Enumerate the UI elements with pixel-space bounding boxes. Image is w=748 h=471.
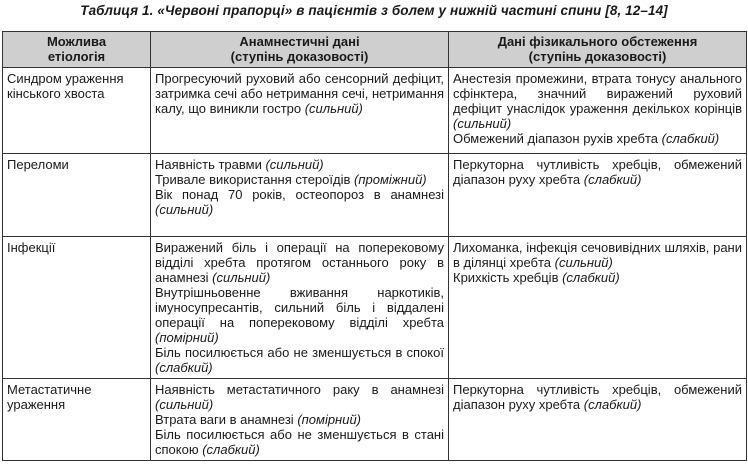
entry-text: Лихоманка, інфекція сечовивідних шляхів, рани в ділянці хребта — [453, 240, 742, 270]
entry-text: Біль посилюється або не зменшується в спокої — [155, 345, 444, 360]
etiology-cell: Інфекції — [3, 237, 151, 379]
exam-cell — [449, 68, 747, 154]
evidence-level: (сильний) — [155, 202, 214, 217]
exam-entry — [453, 240, 742, 270]
header-etiology — [3, 32, 151, 68]
evidence-level: (слабкий) — [661, 131, 720, 146]
anamnesis-cell — [151, 154, 449, 237]
entry-text: Обмежений діапазон рухів хребта — [453, 131, 662, 146]
table-header-row — [3, 32, 747, 68]
entry-text: Тривале використання стероїдів — [155, 172, 354, 187]
entry-text: Наявність травми — [155, 157, 266, 172]
header-exam-line1: Дані фізикального обстеження — [497, 34, 698, 49]
anamnesis-cell — [151, 237, 449, 379]
evidence-level: (сильний) — [453, 116, 512, 131]
anamnesis-cell — [151, 68, 449, 154]
anamnesis-cell — [151, 379, 449, 461]
anamnesis-entry — [155, 427, 444, 457]
evidence-level: (слабкий) — [583, 172, 642, 187]
anamnesis-entry — [155, 285, 444, 345]
table-row — [3, 154, 747, 237]
exam-entry — [453, 382, 742, 412]
etiology-cell: Переломи — [3, 154, 151, 237]
header-exam — [449, 32, 747, 68]
evidence-level: (сильний) — [554, 255, 613, 270]
anamnesis-entry — [155, 157, 444, 172]
exam-entry — [453, 270, 742, 285]
entry-text: Прогресуючий руховий або сенсорний дефіцит, затримка сечі або нетримання сечі, нетримання калу, що виникли гостро — [155, 71, 444, 116]
evidence-level: (сильний) — [265, 157, 324, 172]
exam-cell — [449, 237, 747, 379]
table-row — [3, 237, 747, 379]
entry-text: Перкуторна чутливість хребців, обмежений діапазон руху хребта — [453, 382, 742, 412]
anamnesis-entry — [155, 187, 444, 217]
entry-text: Вік понад 70 років, остеопороз в анамнезі — [155, 187, 444, 202]
table-row — [3, 379, 747, 461]
evidence-level: (сильний) — [304, 101, 363, 116]
entry-text: Біль посилюється або не зменшується в стані спокою — [155, 427, 444, 457]
exam-cell — [449, 154, 747, 237]
exam-entry — [453, 71, 742, 131]
header-anamnesis-line2: (ступінь доказовості) — [230, 49, 369, 64]
table-row — [3, 68, 747, 154]
evidence-level: (слабкий) — [155, 360, 213, 375]
etiology-cell: Метастатичне ураження — [3, 379, 151, 461]
entry-text: Внутрішньовенне вживання наркотиків, імуносупресантів, сильний біль і віддалені операції на поперековому відділі хребта — [155, 285, 444, 330]
anamnesis-entry — [155, 71, 444, 116]
anamnesis-entry — [155, 345, 444, 375]
evidence-level: (проміжний) — [354, 172, 427, 187]
evidence-level: (помірний) — [155, 330, 219, 345]
header-etiology-line1: Можлива — [46, 34, 107, 49]
header-anamnesis-line1: Анамнестичні дані — [239, 34, 360, 49]
entry-text: Наявність метастатичного раку в анамнезі — [155, 382, 444, 397]
exam-cell — [449, 379, 747, 461]
anamnesis-entry — [155, 412, 444, 427]
header-anamnesis — [151, 32, 449, 68]
entry-text: Виражений біль і операції на поперековому відділі хребта протягом останнього року в анамнезі — [155, 240, 444, 285]
entry-text: Анестезія промежини, втрата тонусу анального сфінктера, значний виражений руховий дефіцит унаслідок ураження декількох корінців — [453, 71, 742, 116]
header-exam-line2: (ступінь доказовості) — [528, 49, 667, 64]
evidence-level: (слабкий) — [202, 442, 260, 457]
evidence-level: (слабкий) — [562, 270, 620, 285]
exam-entry — [453, 157, 742, 187]
evidence-level: (сильний) — [212, 270, 271, 285]
etiology-cell: Синдром ураження кінського хвоста — [3, 68, 151, 154]
entry-text: Втрата ваги в анамнезі — [155, 412, 298, 427]
evidence-level: (слабкий) — [583, 397, 642, 412]
exam-entry — [453, 131, 742, 146]
anamnesis-entry — [155, 172, 444, 187]
entry-text: Перкуторна чутливість хребців, обмежений діапазон руху хребта — [453, 157, 742, 187]
evidence-level: (помірний) — [297, 412, 361, 427]
header-etiology-line2: етіологія — [47, 49, 106, 64]
entry-text: Крихкість хребців — [453, 270, 563, 285]
anamnesis-entry — [155, 382, 444, 412]
red-flags-table — [2, 31, 747, 461]
evidence-level: (сильний) — [155, 397, 214, 412]
table-caption: Таблиця 1. «Червоні прапорці» в пацієнтів з болем у нижній частині спини [8, 12–14] — [80, 3, 668, 18]
anamnesis-entry — [155, 240, 444, 285]
